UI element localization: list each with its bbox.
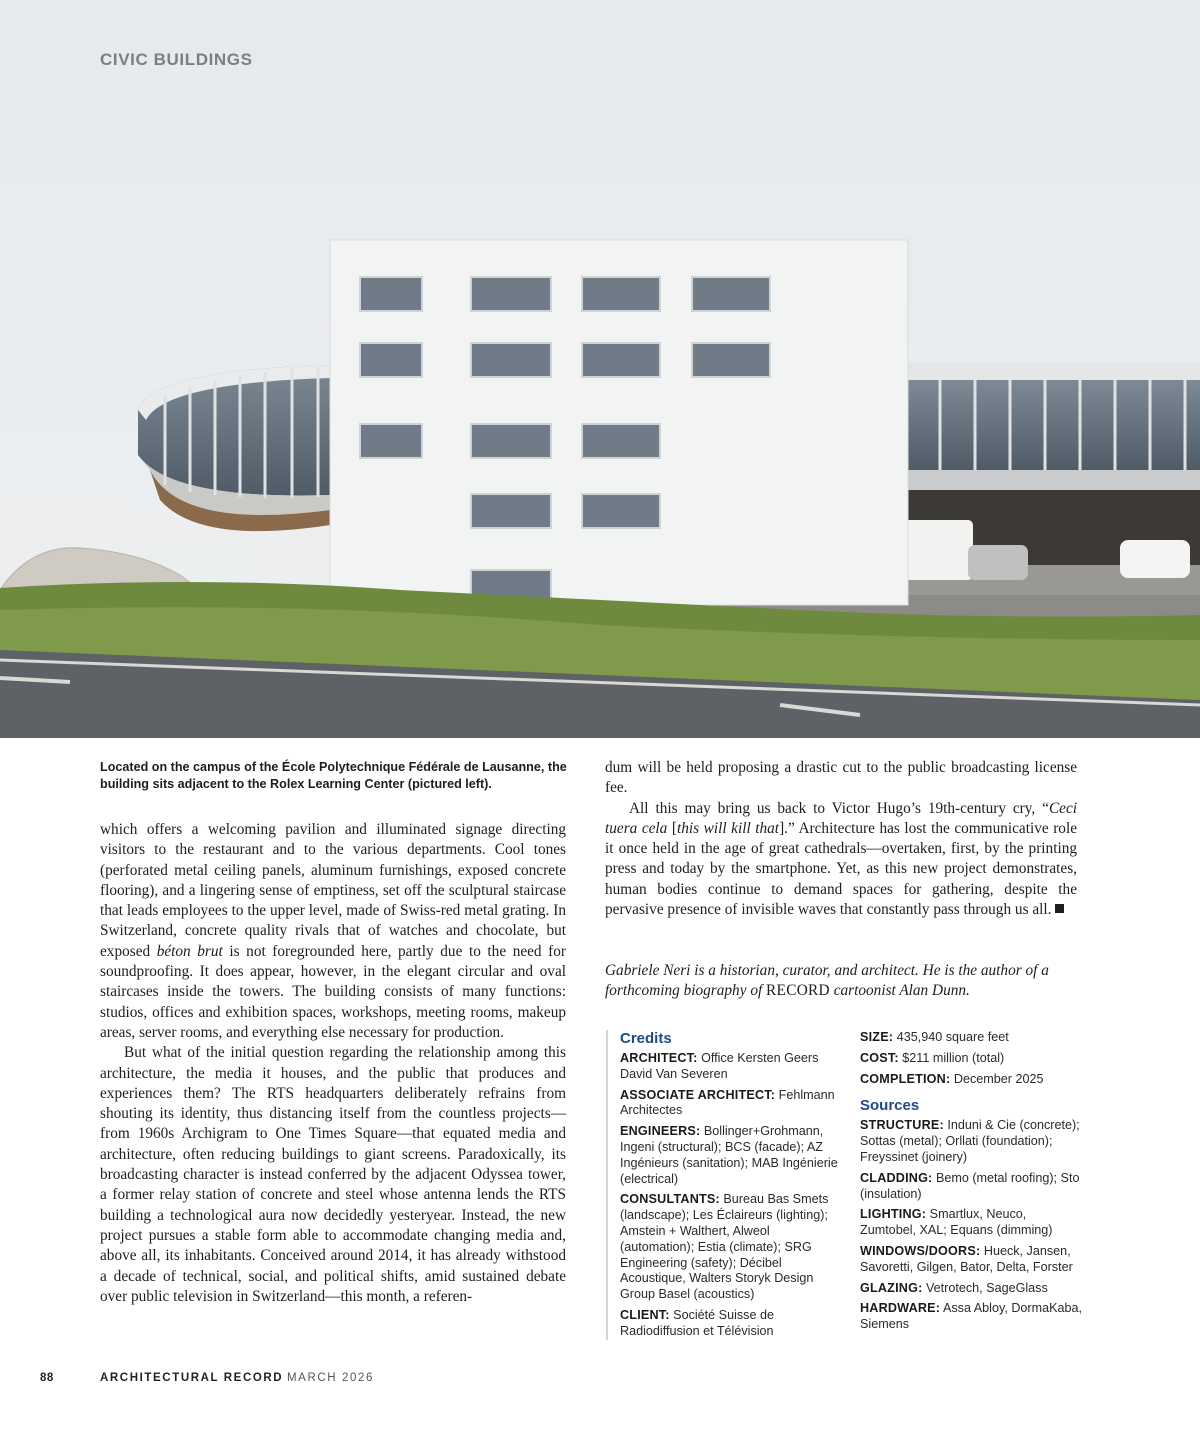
photo-caption: Located on the campus of the École Polytechnique Fédérale de Lausanne, the building sits adjacent to the Rolex Learning Center (pictured left).	[100, 760, 567, 791]
source-entry	[860, 1118, 1085, 1165]
source-key: CLADDING:	[860, 1170, 933, 1185]
article-column-left	[100, 820, 566, 1307]
credit-entry	[860, 1072, 1085, 1088]
text-run: ].” Architecture has lost the communicative role it once held in the age of great cathedrals—overtaken, first, by the printing press and today by the smartphone. Yet, as this new project demonstrates, human bodies continue to demand spaces for gathering, despite the pervasive presence of invisible waves that constantly pass through us all.	[605, 819, 1077, 919]
paragraph: dum will be held proposing a drastic cut to the public broadcasting license fee.	[605, 759, 1077, 797]
bio-text: cartoonist Alan Dunn.	[829, 982, 970, 1000]
source-entry	[860, 1281, 1085, 1297]
credit-value: Bollinger+Grohmann, Ingeni (structural); BCS (facade); AZ Ingénieurs (sanitation); MAB Ingénierie (electrical)	[620, 1124, 838, 1186]
credit-key: SIZE:	[860, 1030, 894, 1044]
credit-key: CLIENT:	[620, 1307, 670, 1322]
article-column-right	[605, 758, 1077, 920]
text-run: All this may bring us back to Victor Hugo’s 19th-century cry, “	[629, 799, 1049, 817]
source-value: Induni & Cie (concrete); Sottas (metal); Orllati (foundation); Freyssinet (joinery)	[860, 1118, 1080, 1164]
bio-text: Gabriele Neri is a historian, curator, and architect. He is the author of a forthcoming biography of	[605, 962, 1049, 1000]
page-footer	[40, 1372, 374, 1384]
source-value: Bemo (metal roofing); Sto (insulation)	[860, 1170, 1080, 1201]
credit-entry	[620, 1192, 842, 1303]
italic-translation: this will kill that	[676, 819, 780, 837]
text-run: is not foregrounded here, partly due to the need for soundproofing. It does appear, however, in the elegant circular and oval staircases inside the towers. The building consists of many functions: studios, offices and exhibition spaces, workshops, meeting rooms, makeup areas, server rooms, and everything else necessary for production.	[100, 942, 567, 1041]
credit-key: COMPLETION:	[860, 1071, 951, 1086]
text-run: which offers a welcoming pavilion and illuminated signage directing visitors to the restaurant and to the various departments. Cool tones (perforated metal ceiling panels, aluminum furnishings, exposed concrete flooring), and a lingering sense of emptiness, set off the sculptural staircase that leads employees to the upper level, made of Swiss-red metal grating. In Switzerland, concrete quality rivals that of watches and chocolate, but exposed	[100, 821, 566, 960]
credit-key: ARCHITECT:	[620, 1051, 698, 1065]
credit-value: December 2025	[953, 1071, 1044, 1086]
credit-entry	[860, 1030, 1085, 1046]
credit-key: ASSOCIATE ARCHITECT:	[620, 1087, 776, 1102]
source-key: LIGHTING:	[860, 1207, 927, 1222]
source-value: Vetrotech, SageGlass	[925, 1280, 1048, 1295]
credit-value: Bureau Bas Smets (landscape); Les Éclaireurs (lighting); Amstein + Walthert, Alweol (automation); Estia (climate); SRG Engineering (safety); Décibel Acoustique, Walters Storyk Design Group Basel (acoustics)	[620, 1192, 829, 1302]
source-entry	[860, 1207, 1085, 1239]
end-mark-icon	[1055, 904, 1064, 913]
credit-key: ENGINEERS:	[620, 1124, 701, 1139]
paragraph	[605, 799, 1077, 921]
section-label: CIVIC BUILDINGS	[100, 50, 253, 69]
credit-entry	[620, 1088, 842, 1120]
paragraph: But what of the initial question regarding the relationship among this architecture, the media it houses, and the public that produces and experiences them? The RTS headquarters deliberately refrains from shouting its identity, thus distancing itself from the countless projects—from 1960s Archigram to One Times Square—that equated media and architecture, often reducing buildings to giant screens. Paradoxically, its broadcasting character is instead conferred by the adjacent Odyssea tower, a former relay station of concrete and steel whose antenna lends the RTS building a technological aura now decidedly yesteryear. Instead, the new project pursues a stable form able to accommodate changing media and, above all, its inhabitants. Conceived around 2014, it has already withstood a decade of technical, social, and political shifts, amid sustained debate over public television in Switzerland—this month, a referen-	[100, 1044, 566, 1305]
source-key: GLAZING:	[860, 1280, 923, 1295]
credit-key: COST:	[860, 1050, 899, 1065]
source-key: WINDOWS/DOORS:	[860, 1243, 981, 1258]
credits-sources-box	[860, 1030, 1085, 1338]
source-value: Assa Abloy, DormaKaba, Siemens	[860, 1301, 1083, 1332]
credit-key: CONSULTANTS:	[620, 1192, 720, 1207]
credit-entry	[620, 1308, 842, 1340]
source-entry	[860, 1244, 1085, 1276]
page-number: 88	[40, 1372, 54, 1384]
author-bio	[605, 961, 1085, 1002]
bio-smallcaps: RECORD	[766, 982, 830, 1000]
credit-entry	[620, 1124, 842, 1187]
credit-value: Fehlmann Architectes	[620, 1087, 835, 1118]
credits-divider	[606, 1030, 608, 1340]
credit-entry	[620, 1051, 842, 1083]
source-entry	[860, 1301, 1085, 1333]
credits-heading: Credits	[620, 1030, 672, 1047]
source-key: HARDWARE:	[860, 1301, 941, 1316]
source-key: STRUCTURE:	[860, 1118, 944, 1133]
text-run: [	[667, 819, 677, 837]
italic-quote: Ceci tuera cela	[605, 799, 1077, 837]
credit-value: Société Suisse de Radiodiffusion et Télévision	[620, 1307, 774, 1338]
sources-heading: Sources	[860, 1097, 920, 1115]
credit-value: Office Kersten Geers David Van Severen	[620, 1051, 819, 1081]
italic-term: béton brut	[156, 942, 223, 960]
credit-value: 435,940 square feet	[896, 1030, 1009, 1044]
source-entry	[860, 1171, 1085, 1203]
publication-name: ARCHITECTURAL RECORD	[100, 1372, 284, 1384]
source-value: Hueck, Jansen, Savoretti, Gilgen, Bator, Delta, Forster	[860, 1243, 1073, 1274]
paragraph	[100, 820, 566, 1043]
credits-box	[620, 1030, 842, 1345]
credit-entry	[860, 1051, 1085, 1067]
issue-date: MARCH 2026	[287, 1372, 374, 1384]
source-value: Smartlux, Neuco, Zumtobel, XAL; Equans (dimming)	[860, 1207, 1053, 1238]
credit-value: $211 million (total)	[902, 1050, 1005, 1065]
